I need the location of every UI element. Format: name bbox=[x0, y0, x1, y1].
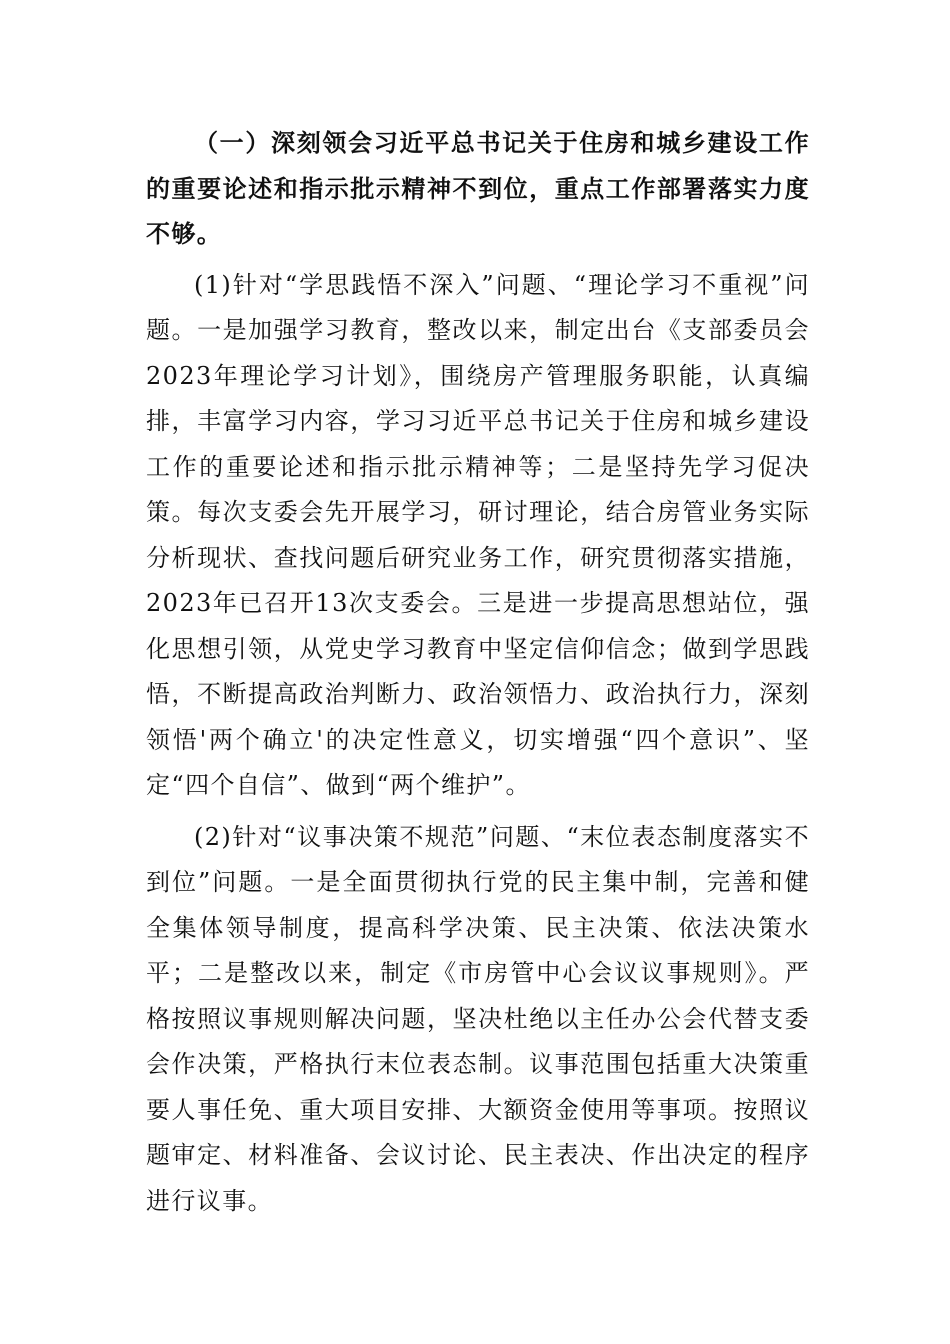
document-body bbox=[146, 120, 810, 1230]
paragraph-2: (2)针对“议事决策不规范”问题、“末位表态制度落实不到位”问题。一是全面贯彻执行党的民主集中制，完善和健全集体领导制度，提高科学决策、民主决策、依法决策水平；二是整改以来，制定《市房管中心会议议事规则》。严格按照议事规则解决问题，坚决杜绝以主任办公会代替支委会作决策，严格执行末位表态制。议事范围包括重大决策重要人事任免、重大项目安排、大额资金使用等事项。按照议题审定、材料准备、会议讨论、民主表决、作出决定的程序进行议事。 bbox=[146, 822, 810, 1215]
paragraph-1: (1)针对“学思践悟不深入”问题、“理论学习不重视”问题。一是加强学习教育，整改以来，制定出台《支部委员会2023年理论学习计划》，围绕房产管理服务职能，认真编排，丰富学习内容，学习习近平总书记关于住房和城乡建设工作的重要论述和指示批示精神等；二是坚持先学习促决策。每次支委会先开展学习，研讨理论，结合房管业务实际分析现状、查找问题后研究业务工作，研究贯彻落实措施，2023年已召开13次支委会。三是进一步提高思想站位，强化思想引领，从党史学习教育中坚定信仰信念；做到学思践悟，不断提高政治判断力、政治领悟力、政治执行力，深刻领悟'两个确立'的决定性意义，切实增强“四个意识”、坚定“四个自信”、做到“两个维护”。 bbox=[146, 270, 810, 799]
section-heading: （一）深刻领会习近平总书记关于住房和城乡建设工作的重要论述和指示批示精神不到位，重点工作部署落实力度不够。 bbox=[146, 128, 810, 248]
